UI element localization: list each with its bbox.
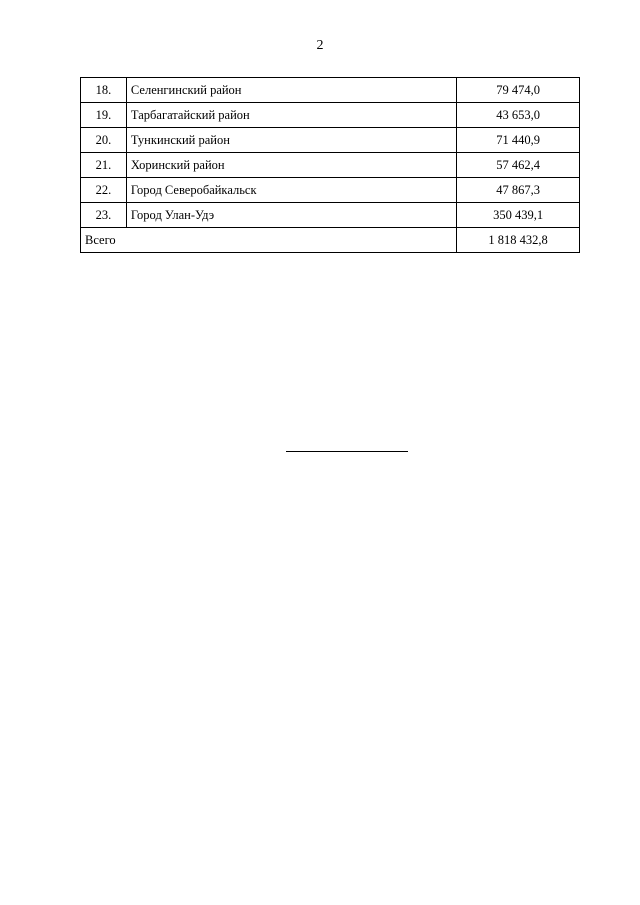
municipality-name: Город Северобайкальск bbox=[126, 178, 456, 203]
table-row bbox=[81, 203, 580, 228]
page-number: 2 bbox=[316, 38, 324, 53]
table-row bbox=[81, 103, 580, 128]
amount-value: 47 867,3 bbox=[457, 178, 580, 203]
table-row bbox=[81, 128, 580, 153]
amount-value: 43 653,0 bbox=[457, 103, 580, 128]
budget-distribution-table bbox=[80, 77, 580, 253]
row-number: 21. bbox=[81, 153, 127, 178]
row-number: 23. bbox=[81, 203, 127, 228]
row-number: 18. bbox=[81, 78, 127, 103]
municipality-name: Селенгинский район bbox=[126, 78, 456, 103]
amount-value: 350 439,1 bbox=[457, 203, 580, 228]
total-label: Всего bbox=[81, 228, 457, 253]
amount-value: 71 440,9 bbox=[457, 128, 580, 153]
municipality-name: Тункинский район bbox=[126, 128, 456, 153]
row-number: 20. bbox=[81, 128, 127, 153]
row-number: 19. bbox=[81, 103, 127, 128]
table-row bbox=[81, 178, 580, 203]
table-row bbox=[81, 153, 580, 178]
total-row bbox=[81, 228, 580, 253]
table-row bbox=[81, 78, 580, 103]
amount-value: 79 474,0 bbox=[457, 78, 580, 103]
total-value: 1 818 432,8 bbox=[457, 228, 580, 253]
row-number: 22. bbox=[81, 178, 127, 203]
municipality-name: Тарбагатайский район bbox=[126, 103, 456, 128]
municipality-name: Хоринский район bbox=[126, 153, 456, 178]
end-of-document-divider bbox=[286, 451, 408, 452]
municipality-name: Город Улан-Удэ bbox=[126, 203, 456, 228]
amount-value: 57 462,4 bbox=[457, 153, 580, 178]
